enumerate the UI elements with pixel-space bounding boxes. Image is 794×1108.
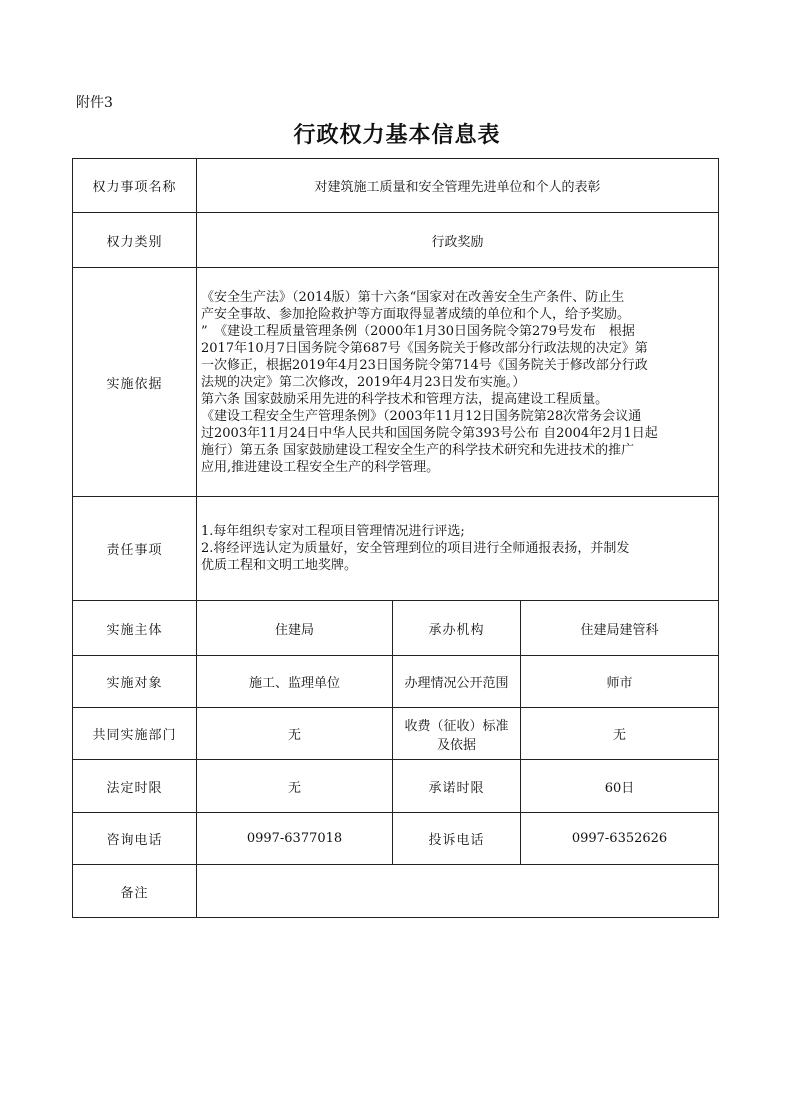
basis-line: 一次修正，根据2019年4月23日国务院令第714号《国务院关于修改部分行政 — [201, 357, 648, 373]
responsibility-line: 1.每年组织专家对工程项目管理情况进行评选; — [201, 524, 465, 539]
attachment-label: 附件3 — [76, 95, 113, 111]
subject-value: 住建局 — [197, 601, 393, 656]
row-basis — [73, 268, 719, 497]
responsibility-text — [197, 497, 719, 601]
basis-line: 2017年10月7日国务院令第687号《国务院关于修改部分行政法规的决定》第 — [201, 340, 648, 356]
target-value: 施工、监理单位 — [197, 656, 393, 708]
promised-limit-label: 承诺时限 — [393, 760, 521, 813]
power-type-value: 行政奖励 — [197, 213, 719, 268]
basis-line: 《安全生产法》（2014版）第十六条“国家对在改善安全生产条件、防止生 — [201, 289, 625, 305]
row-time-limit — [73, 760, 719, 813]
responsibility-line: 2.将经评选认定为质量好，安全管理到位的项目进行全师通报表扬，并制发 — [201, 541, 630, 556]
basis-line: 应用,推进建设工程安全生产的科学管理。 — [201, 459, 440, 475]
row-target — [73, 656, 719, 708]
power-name-value: 对建筑施工质量和安全管理先进单位和个人的表彰 — [197, 159, 719, 213]
handling-org-label: 承办机构 — [393, 601, 521, 656]
row-power-type — [73, 213, 719, 268]
basis-line: 法规的决定》第二次修改，2019年4月23日发布实施。） — [201, 374, 526, 390]
row-remarks — [73, 865, 719, 918]
disclosure-scope-label: 办理情况公开范围 — [393, 656, 521, 708]
basis-line: 第六条 国家鼓励采用先进的科学技术和管理方法，提高建设工程质量。 — [201, 391, 609, 407]
row-phone — [73, 813, 719, 865]
fee-label-line1: 收费（征收）标准 — [404, 718, 509, 734]
info-table — [72, 158, 719, 918]
page-title: 行政权力基本信息表 — [293, 122, 501, 148]
handling-org-value: 住建局建管科 — [521, 601, 719, 656]
fee-label-line2: 及依据 — [436, 737, 476, 753]
responsibility-label: 责任事项 — [73, 497, 197, 601]
remarks-value — [197, 865, 719, 918]
joint-dept-value: 无 — [197, 708, 393, 760]
legal-limit-value: 无 — [197, 760, 393, 813]
fee-value: 无 — [521, 708, 719, 760]
target-label: 实施对象 — [73, 656, 197, 708]
remarks-label: 备注 — [73, 865, 197, 918]
joint-dept-label: 共同实施部门 — [73, 708, 197, 760]
power-name-label: 权力事项名称 — [73, 159, 197, 213]
legal-limit-label: 法定时限 — [73, 760, 197, 813]
responsibility-line: 优质工程和文明工地奖牌。 — [201, 558, 358, 573]
complaint-phone-label: 投诉电话 — [393, 813, 521, 865]
row-subject — [73, 601, 719, 656]
basis-label: 实施依据 — [73, 268, 197, 497]
consult-phone-value: 0997-6377018 — [197, 813, 393, 865]
row-joint-dept — [73, 708, 719, 760]
power-type-label: 权力类别 — [73, 213, 197, 268]
promised-limit-value: 60日 — [521, 760, 719, 813]
basis-line: 产安全事故、参加抢险救护等方面取得显著成绩的单位和个人，给予奖励。 — [201, 306, 631, 322]
subject-label: 实施主体 — [73, 601, 197, 656]
basis-line: 施行）第五条 国家鼓励建设工程安全生产的科学技术研究和先进技术的推广 — [201, 442, 635, 458]
basis-line: 《建设工程安全生产管理条例》（2003年11月12日国务院第28次常务会议通 — [201, 408, 642, 424]
disclosure-scope-value: 师市 — [521, 656, 719, 708]
row-power-name — [73, 159, 719, 213]
complaint-phone-value: 0997-6352626 — [521, 813, 719, 865]
consult-phone-label: 咨询电话 — [73, 813, 197, 865]
basis-text — [197, 268, 719, 497]
basis-line: 过2003年11月24日中华人民共和国国务院令第393号公布 自2004年2月1日起 — [201, 425, 658, 441]
fee-label — [393, 708, 521, 760]
basis-line: ” 《建设工程质量管理条例（2000年1月30日国务院令第279号发布 根据 — [201, 323, 635, 339]
row-responsibility — [73, 497, 719, 601]
